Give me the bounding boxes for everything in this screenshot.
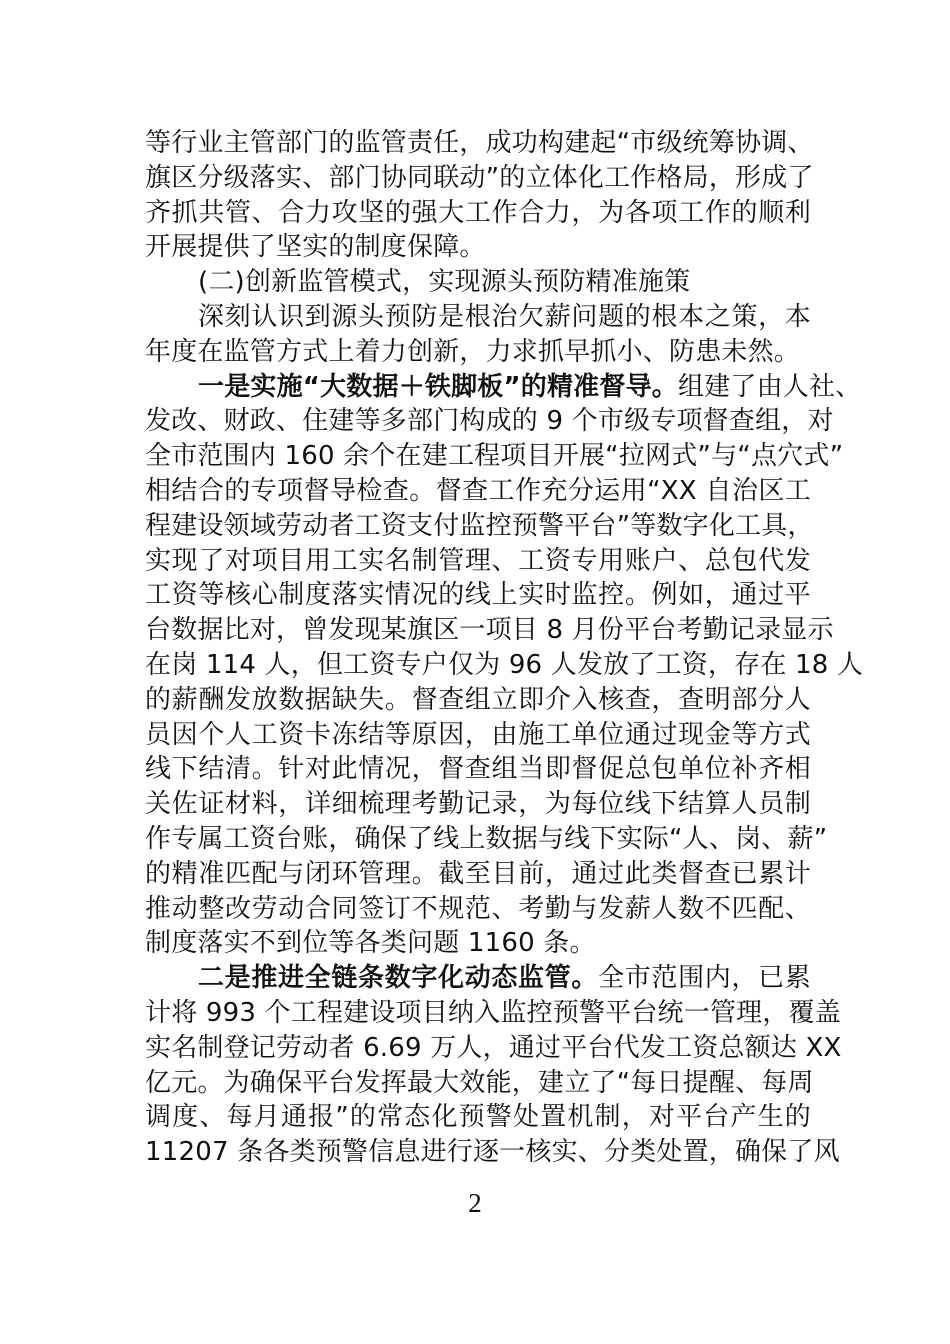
text-line: 旗区分级落实、部门协同联动”的立体化工作格局，形成了	[145, 162, 814, 193]
text-line	[145, 961, 811, 996]
text-line: 制度落实不到位等各类问题 1160 条。	[145, 928, 596, 959]
text-line: 的精准匹配与闭环管理。截至目前，通过此类督查已累计	[145, 858, 811, 889]
text-line: 程建设领域劳动者工资支付监控预警平台”等数字化工具，	[145, 510, 814, 541]
document-body	[145, 126, 864, 1170]
text-run: 组建了由人社、	[677, 371, 862, 402]
text-line: 关佐证材料，详细梳理考勤记录，为每位线下结算人员制	[145, 789, 811, 820]
bold-lead: 一是实施“大数据＋铁脚板”的精准督导。	[198, 371, 678, 402]
text-line: 员因个人工资卡冻结等原因，由施工单位通过现金等方式	[145, 719, 811, 750]
text-line: 发改、财政、住建等多部门构成的 9 个市级专项督查组，对	[145, 406, 834, 437]
text-line: 等行业主管部门的监管责任，成功构建起“市级统筹协调、	[145, 128, 814, 158]
text-line: 计将 993 个工程建设项目纳入监控预警平台统一管理，覆盖	[145, 997, 841, 1028]
text-line: 线下结清。针对此情况，督查组当即督促总包单位补齐相	[145, 754, 811, 785]
text-line: 开展提供了坚实的制度保障。	[145, 232, 486, 263]
text-line: 的薪酬发放数据缺失。督查组立即介入核查，查明部分人	[145, 684, 811, 715]
text-line: 年度在监管方式上着力创新，力求抓早抓小、防患未然。	[145, 336, 801, 367]
text-line: 深刻认识到源头预防是根治欠薪问题的根本之策，本	[198, 301, 811, 332]
text-run: 全市范围内，已累	[598, 963, 811, 994]
text-line	[145, 370, 862, 405]
text-line: 11207 条各类预警信息进行逐一核实、分类处置，确保了风	[145, 1137, 840, 1168]
text-line: 实名制登记劳动者 6.69 万人，通过平台代发工资总额达 XX	[145, 1032, 842, 1063]
text-line: 推动整改劳动合同签订不规范、考勤与发薪人数不匹配、	[145, 893, 811, 924]
text-line: 相结合的专项督导检查。督查工作充分运用“XX 自治区工	[145, 475, 811, 506]
text-line: 台数据比对，曾发现某旗区一项目 8 月份平台考勤记录显示	[145, 615, 834, 646]
text-line: 调度、每月通报”的常态化预警处置机制，对平台产生的	[145, 1102, 811, 1133]
text-line: 在岗 114 人，但工资专户仅为 96 人发放了工资，存在 18 人	[145, 649, 864, 680]
bold-lead: 二是推进全链条数字化动态监管。	[198, 963, 599, 994]
text-line: 工资等核心制度落实情况的线上实时监控。例如，通过平	[145, 580, 811, 611]
text-line: 作专属工资台账，确保了线上数据与线下实际“人、岗、薪”	[145, 823, 828, 854]
text-line: 齐抓共管、合力攻坚的强大工作合力，为各项工作的顺利	[145, 197, 811, 228]
page-number: 2	[468, 1188, 482, 1218]
text-line: 全市范围内 160 余个在建工程项目开展“拉网式”与“点穴式”	[145, 441, 844, 472]
text-line: 实现了对项目用工实名制管理、工资专用账户、总包代发	[145, 545, 811, 576]
text-line: 亿元。为确保平台发挥最大效能，建立了“每日提醒、每周	[145, 1067, 814, 1098]
section-heading: (二)创新监管模式，实现源头预防精准施策	[198, 267, 691, 298]
